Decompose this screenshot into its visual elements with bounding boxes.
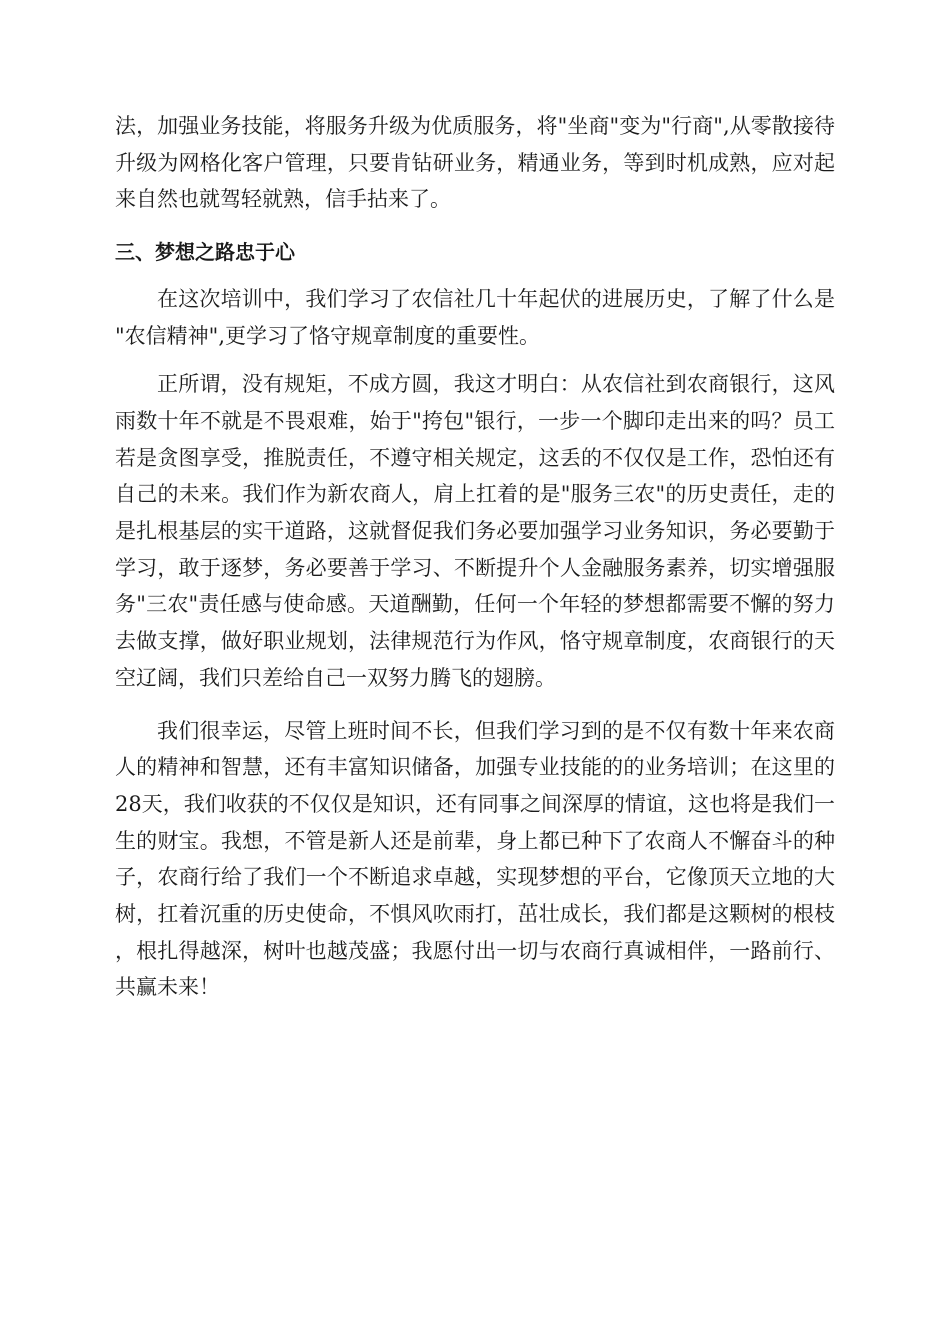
section-heading: 三、梦想之路忠于心 [115, 240, 295, 265]
paragraph-spacer [115, 271, 835, 281]
document-body [115, 108, 835, 1006]
paragraph-rules-and-dreams: 正所谓，没有规矩，不成方圆，我这才明白：从农信社到农商银行，这风雨数十年不就是不畏艰难，始于"挎包"银行，一步一个脚印走出来的吗？员工若是贪图享受，推脱责任，不遵守相关规定，这丢的不仅仅是工作，恐怕还有自己的未来。我们作为新农商人，肩上扛着的是"服务三农"的历史责任，走的是扎根基层的实干道路，这就督促我们务必要加强学习业务知识，务必要勤于学习，敢于逐梦，务必要善于学习、不断提升个人金融服务素养，切实增强服务"三农"责任感与使命感。天道酬勤，任何一个年轻的梦想都需要不懈的努力去做支撑，做好职业规划，法律规范行为作风，恪守规章制度，农商银行的天空辽阔，我们只差给自己一双努力腾飞的翅膀。 [115, 372, 835, 690]
paragraph-continuation: 法，加强业务技能，将服务升级为优质服务，将"坐商"变为"行商",从零散接待升级为网格化客户管理，只要肯钻研业务，精通业务，等到时机成熟，应对起来自然也就驾轻就熟，信手拈来了。 [115, 114, 835, 212]
paragraph-spacer [115, 354, 835, 366]
paragraph-spacer [115, 697, 835, 713]
paragraph-spacer [115, 218, 835, 234]
paragraph-gratitude: 我们很幸运，尽管上班时间不长，但我们学习到的是不仅有数十年来农商人的精神和智慧，还有丰富知识储备，加强专业技能的的业务培训；在这里的28天，我们收获的不仅仅是知识，还有同事之间深厚的情谊，这也将是我们一生的财宝。我想，不管是新人还是前辈，身上都已种下了农商人不懈奋斗的种子，农商行给了我们一个不断追求卓越，实现梦想的平台，它像顶天立地的大树，扛着沉重的历史使命，不惧风吹雨打，茁壮成长，我们都是这颗树的根枝，根扎得越深，树叶也越茂盛；我愿付出一切与农商行真诚相伴，一路前行、共赢未来！ [115, 718, 835, 1000]
paragraph-training-history: 在这次培训中，我们学习了农信社几十年起伏的进展历史，了解了什么是"农信精神",更学习了恪守规章制度的重要性。 [115, 286, 835, 348]
